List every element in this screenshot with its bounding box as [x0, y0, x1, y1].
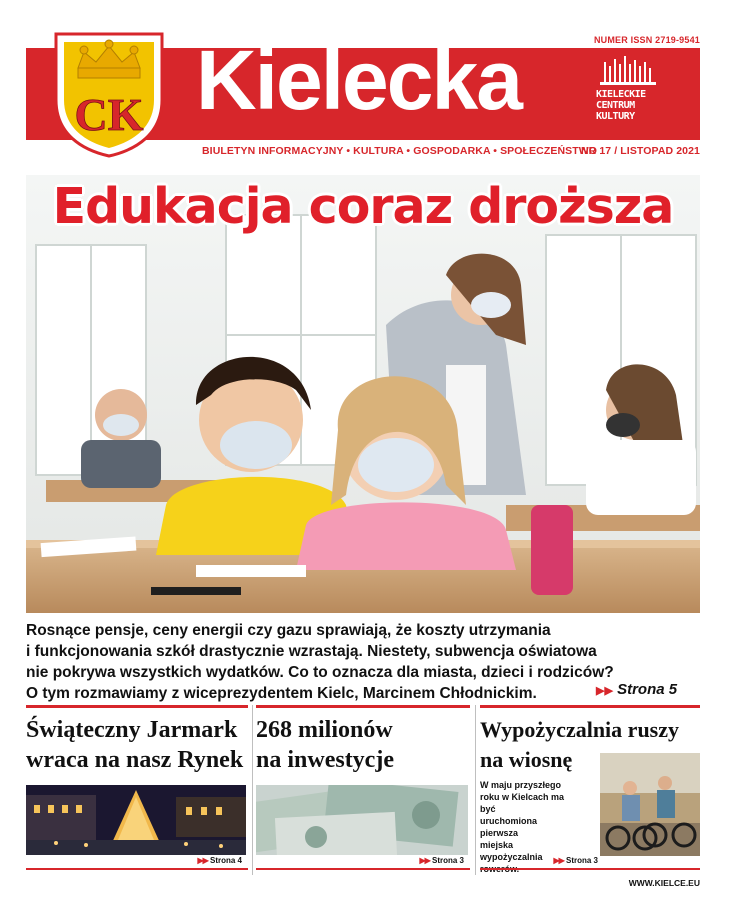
issue-number: NR 17 / LISTOPAD 2021 [580, 145, 700, 157]
cyclists-photo [600, 753, 700, 856]
summary-line: roku w Kielcach ma być [480, 792, 565, 814]
article-title-line: wraca na nasz Rynek [26, 747, 244, 773]
article-christmas-market[interactable] [26, 705, 248, 875]
main-headline: Edukacja coraz droższa [52, 178, 674, 235]
column-divider [475, 705, 476, 875]
article-title-line: na inwestycje [256, 747, 394, 773]
section-rule [256, 705, 470, 708]
section-rule [480, 705, 700, 708]
lead-page-ref[interactable] [596, 681, 677, 698]
page-ref-label: Strona 3 [431, 856, 464, 865]
article-title-line: 268 milionów [256, 717, 393, 743]
issn-number: NUMER ISSN 2719-9541 [593, 35, 700, 45]
newspaper-title: Kielecka [196, 33, 521, 127]
article-investments[interactable] [256, 705, 470, 875]
article-title [26, 715, 243, 775]
article-page-ref[interactable] [553, 856, 598, 865]
section-rule [26, 705, 248, 708]
article-bike-rental[interactable] [480, 705, 700, 875]
article-title [256, 715, 394, 775]
double-arrow-icon: ▶▶ [596, 685, 613, 697]
kck-logo [596, 56, 666, 136]
lead-line: Rosnące pensje, ceny energii czy gazu sprawiają, że koszty utrzymania [26, 622, 551, 639]
tagline: BIULETYN INFORMACYJNY • KULTURA • GOSPODARKA • SPOŁECZEŃSTWO [202, 145, 598, 157]
lead-line: O tym rozmawiamy z wiceprezydentem Kielc, Marcinem Chłodnickim. [26, 685, 537, 702]
section-rule [26, 868, 248, 870]
page-ref-label: Strona 4 [209, 856, 242, 865]
article-title-line: na wiosnę [480, 747, 573, 772]
kck-logo-line: CENTRUM [596, 100, 635, 111]
page-ref-label: Strona 3 [565, 856, 598, 865]
article-title-line: Wypożyczalnia ruszy [480, 717, 679, 742]
article-page-ref[interactable] [197, 856, 242, 865]
article-page-ref[interactable] [419, 856, 464, 865]
summary-line: miejska wypożyczalnia [480, 840, 543, 862]
website-url[interactable]: WWW.KIELCE.EU [628, 878, 700, 888]
page-ref-label: Strona 5 [617, 681, 678, 698]
section-rule [480, 868, 700, 870]
banknotes-photo [256, 785, 468, 855]
crest-letters: CK [74, 89, 144, 140]
kck-logo-line: KULTURY [596, 111, 635, 122]
city-crest-logo [50, 30, 168, 158]
lead-line: nie pokrywa wszystkich wydatków. Co to oznacza dla miasta, dzieci i rodziców? [26, 664, 614, 681]
summary-line: uruchomiona pierwsza [480, 816, 538, 838]
double-arrow-icon: ▶▶ [419, 856, 430, 865]
lead-line: i funkcjonowania szkół drastycznie wzrastają. Niestety, subwencja oświatowa [26, 643, 597, 660]
kck-logo-line: KIELECKIE [596, 89, 646, 100]
christmas-market-photo [26, 785, 246, 855]
hero-classroom-photo [26, 175, 700, 613]
summary-line: W maju przyszłego [480, 780, 562, 790]
double-arrow-icon: ▶▶ [197, 856, 208, 865]
section-rule [256, 868, 470, 870]
double-arrow-icon: ▶▶ [553, 856, 564, 865]
article-title-line: Świąteczny Jarmark [26, 717, 238, 743]
column-divider [252, 705, 253, 875]
